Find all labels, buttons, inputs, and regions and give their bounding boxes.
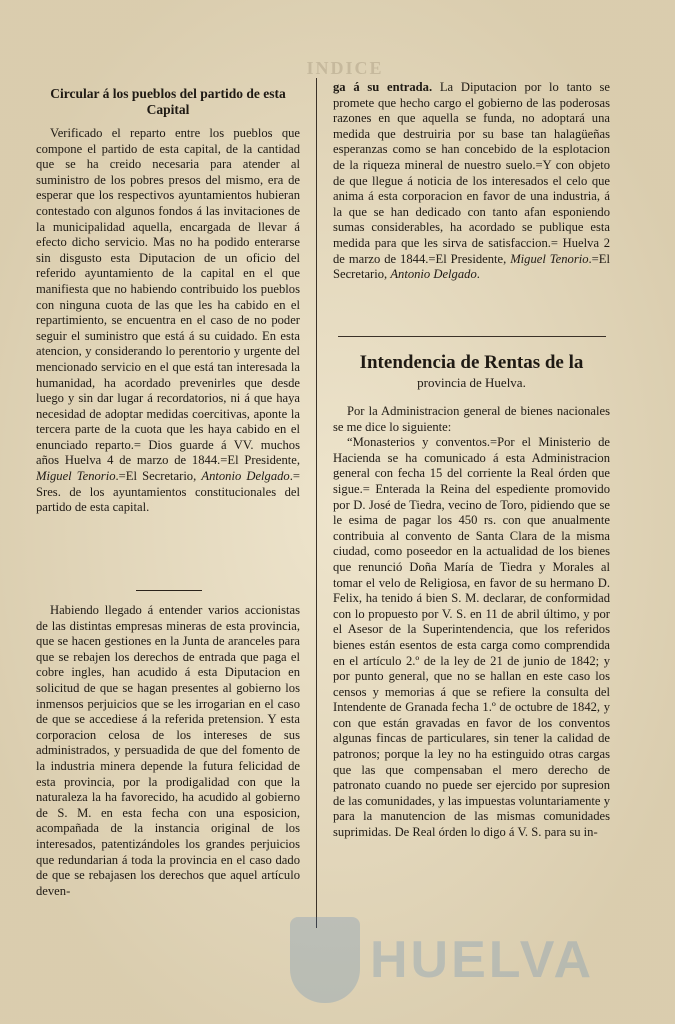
- right-continuation: [333, 80, 610, 283]
- signature-closing: .= Sres. de los ayuntamientos constitucionales del partido de esta capital.: [36, 469, 300, 515]
- signature-president: Miguel Tenorio: [510, 251, 589, 266]
- continuation-start: ga á su entrada.: [333, 80, 433, 94]
- faded-header-text: INDICE: [306, 58, 384, 78]
- right-article-title: Intendencia de Rentas de la: [359, 352, 584, 373]
- signature-closing: .: [476, 267, 480, 282]
- right-article-subtitle: provincia de Huelva.: [417, 375, 526, 390]
- watermark-text: HUELVA: [370, 931, 595, 989]
- signature-president: Miguel Tenorio: [36, 469, 116, 484]
- right-paragraph-continuation: [333, 80, 610, 283]
- shield-emblem-icon: [290, 917, 360, 1003]
- section-rule: [338, 336, 606, 337]
- left-paragraph-circular: [36, 126, 300, 516]
- left-paragraph-mining: Habiendo llegado á entender varios accionistas de las distintas empresas mineras de esta provincia, que se hacen gestiones en la Junta de aranceles para que se rebajen los derechos de entrada que paga el cobre ingles, han acudido á esta Diputacion en solicitud de que se hagan presentes al gobierno los inmensos perjuicios que se les irrogarian en el caso de que se accediese á la referida pretension. Y esta corporacion celosa de los intereses de sus administrados, y persuadida de que del fomento de la industria minera depende la futura felicidad de esta provincia, por la prodigalidad con que la naturaleza la ha favorecido, ha acudido al gobierno de S. M. en esta fecha con una esposicion, acompañada de la instancia original de los interesados, patentizándoles los grandes perjuicios que redundarian á toda la provincia en el caso dado de que se rebajasen los derechos que aquel artículo deven-: [36, 603, 300, 898]
- right-article-body: [333, 404, 610, 841]
- archive-watermark: [290, 905, 620, 1015]
- left-paragraph-text: Verificado el reparto entre los pueblos que compone el partido de esta capital, de la cantidad que se ha creido necesaria para atender al suministro de los pobres presos del mismo, era de esperar que los respectivos ayuntamientos hubieran contestado con algunos fondos á las invitaciones de la municipalidad aquella, encargada de llevar á efecto dicho servicio. Mas no ha podido enterarse sin disgusto esta Diputacion de un oficio del referido ayuntamiento de la capital en el que manifiesta que no habiendo contribuido los pueblos con ninguna cuota de las que les ha cabido en el repartimiento, se encuentra en el caso de no poder seguir el suministro que está á su cuidado. En esta atencion, y considerando lo perentorio y urgente del mencionado servicio en el que está tan interesada la humanidad, ha acordado prevenirles que desde luego y sin dar lugar á recordatorios, ni á que haya necesidad de adoptar medidas coercitivas, aponte la tercera parte de la cuota que les haya cabido en el enunciado reparto.= Dios guarde á VV. muchos años Huelva 4 de marzo de 1844.=El Presidente,: [36, 126, 300, 468]
- signature-connector: .=El Secretario,: [333, 251, 610, 282]
- left-article-title: Circular á los pueblos del partido de esta Capital: [50, 86, 286, 117]
- left-article-body: [36, 126, 300, 516]
- signature-connector: .=El Secretario,: [115, 469, 202, 484]
- right-paragraph-intro: Por la Administracion general de bienes nacionales se me dice lo siguiente:: [333, 404, 610, 434]
- column-divider: [316, 78, 317, 928]
- right-paragraph-royal-order: “Monasterios y conventos.=Por el Ministerio de Hacienda se ha comunicado á esta Administracion general con fecha 15 del corriente la Real órden que sigue.= Enterada la Reina del espediente promovido por D. José de Tiedra, vecino de Toro, pidiendo que se le esima de pagar los 450 rs. con que anualmente contribuia al convento de Santa Clara de la misma ciudad, como poseedor en la actualidad de los bienes que renunció Doña María de Tiedra y Morales al tomar el velo de Religiosa, en favor de su hermano D. Felix, ha tenido á bien S. M. declarar, de conformidad con lo propuesto por V. S. en 11 de abril último, y por el Asesor de la Superintendencia, que los referidos bienes están esentos de esta carga como comprendida en el artículo 2.º de la ley de 21 de junio de 1842; y por punto general, que no se hallan en este caso los censos y memorias á que se refiere la consulta del Intendente de Granada fecha 1.º de octubre de 1842, y con que están gravadas en favor de los conventos algunas fincas de particulares, sin tener la calidad de patronos; porque la ley no ha estinguido otras cargas que las que compensaban el mero derecho de patronato cuando no puede ser ejercido por supresion de las comunidades, y las impuestas voluntariamente y para la manutencion de las mismas comunidades suprimidas. De Real órden lo digo á V. S. para su in-: [333, 435, 610, 840]
- section-separator: [136, 590, 202, 591]
- signature-secretary: Antonio Delgado: [201, 469, 290, 484]
- signature-secretary: Antonio Delgado: [390, 267, 477, 282]
- continuation-text: La Diputacion por lo tanto se promete que hecho cargo el gobierno de las poderosas razones en que aquella se funda, no adoptará una medida que destruiria por su base tan halagüeñas esperanzas como se han concebido de la esplotacion de la riqueza mineral de nuestro suelo.=Y con objeto de que llegue á noticia de los interesados el celo que anima á esta corporacion en favor de una industria, á la que se han dedicado con tanto afan esponiendo sumas considerables, ha acordado se publique esta medida para que les sirva de satisfaccion.= Huelva 2 de marzo de 1844.=El Presidente,: [333, 80, 610, 266]
- left-mining-article: [36, 603, 300, 899]
